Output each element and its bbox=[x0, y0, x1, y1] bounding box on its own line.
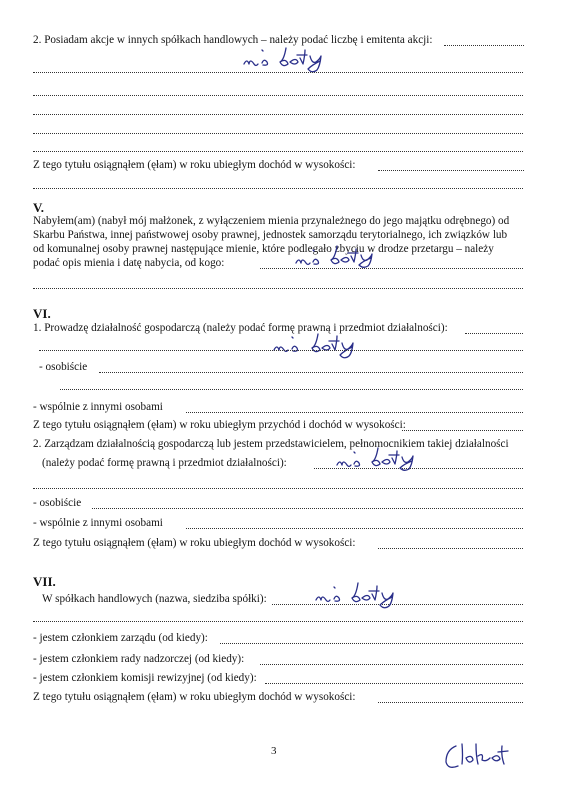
section-v-line bbox=[33, 288, 523, 289]
business-line bbox=[39, 350, 523, 351]
management-item-label-2: (należy podać formę prawną i przedmiot działalności): bbox=[42, 457, 287, 469]
management-item-label-1: 2. Zarządzam działalnością gospodarczą lub jestem przedstawicielem, pełnomocnikiem takiej działalności bbox=[33, 438, 509, 450]
management-income-fill bbox=[378, 548, 523, 549]
audit-member-fill bbox=[265, 683, 523, 684]
handwritten-signature-nie-dotyczy bbox=[334, 445, 454, 475]
shares-line-1 bbox=[33, 72, 523, 73]
section-vi-heading: VI. bbox=[33, 306, 51, 321]
board-member-fill bbox=[220, 643, 523, 644]
shares-income-label: Z tego tytułu osiągnąłem (ęłam) w roku ubiegłym dochód w wysokości: bbox=[33, 159, 356, 171]
handwritten-signature-nie-dotyczy bbox=[270, 330, 395, 362]
section-v-text-3: od komunalnej osoby prawnej następujące mienie, które podlegało zbyciu w drodze przetargu – należy bbox=[33, 243, 494, 255]
page-number: 3 bbox=[271, 745, 277, 757]
personally2-fill bbox=[92, 508, 523, 509]
jointly-label: - wspólnie z innymi osobami bbox=[33, 401, 163, 413]
business-item-label: 1. Prowadzę działalność gospodarczą (należy podać formę prawną i przedmiot działalności): bbox=[33, 322, 448, 334]
shares-line-5 bbox=[33, 151, 523, 152]
personally-line bbox=[60, 389, 523, 390]
shares-line-3 bbox=[33, 114, 523, 115]
handwritten-initials-signature bbox=[442, 740, 512, 774]
jointly2-fill bbox=[186, 528, 523, 529]
shares-line-2 bbox=[33, 95, 523, 96]
personally2-label: - osobiście bbox=[33, 497, 82, 509]
personally-label: - osobiście bbox=[39, 361, 88, 373]
section-vii-heading: VII. bbox=[33, 574, 56, 589]
shares-fill-line bbox=[444, 45, 524, 46]
handwritten-signature-nie-dotyczy bbox=[312, 578, 437, 612]
companies-label: W spółkach handlowych (nazwa, siedziba spółki): bbox=[42, 593, 267, 605]
revenue-income-label: Z tego tytułu osiągnąłem (ęłam) w roku ubiegłym przychód i dochód w wysokości: bbox=[33, 419, 406, 431]
supervisory-member-label: - jestem członkiem rady nadzorczej (od kiedy): bbox=[33, 653, 245, 665]
board-member-label: - jestem członkiem zarządu (od kiedy): bbox=[33, 632, 208, 644]
handwritten-signature-nie-dotyczy bbox=[293, 243, 413, 271]
supervisory-member-fill bbox=[260, 664, 523, 665]
shares-income-line bbox=[33, 188, 523, 189]
business-fill bbox=[465, 333, 523, 334]
companies-line bbox=[33, 621, 523, 622]
section-v-text-4: podać opis mienia i datę nabycia, od kogo: bbox=[33, 257, 225, 269]
personally-fill bbox=[99, 372, 523, 373]
section-v-text-1: Nabyłem(am) (nabył mój małżonek, z wyłączeniem mienia przynależnego do jego majątku odrębnego) od bbox=[33, 215, 510, 227]
shares-line-4 bbox=[33, 133, 523, 134]
companies-income-label: Z tego tytułu osiągnąłem (ęłam) w roku ubiegłym dochód w wysokości: bbox=[33, 691, 356, 703]
section-v-heading: V. bbox=[33, 200, 44, 215]
shares-item-label: 2. Posiadam akcje w innych spółkach handlowych – należy podać liczbę i emitenta akcji: bbox=[33, 34, 433, 46]
jointly-fill bbox=[186, 412, 523, 413]
audit-member-label: - jestem członkiem komisji rewizyjnej (od kiedy): bbox=[33, 672, 257, 684]
revenue-income-fill bbox=[402, 430, 523, 431]
management-line bbox=[33, 488, 523, 489]
management-income-label: Z tego tytułu osiągnąłem (ęłam) w roku ubiegłym dochód w wysokości: bbox=[33, 537, 356, 549]
section-v-text-2: Skarbu Państwa, innej państwowej osoby prawnej, jednostek samorządu terytorialnego, ich związków lub bbox=[33, 229, 508, 241]
companies-income-fill bbox=[378, 702, 523, 703]
jointly2-label: - wspólnie z innymi osobami bbox=[33, 517, 163, 529]
shares-income-fill bbox=[378, 170, 524, 171]
